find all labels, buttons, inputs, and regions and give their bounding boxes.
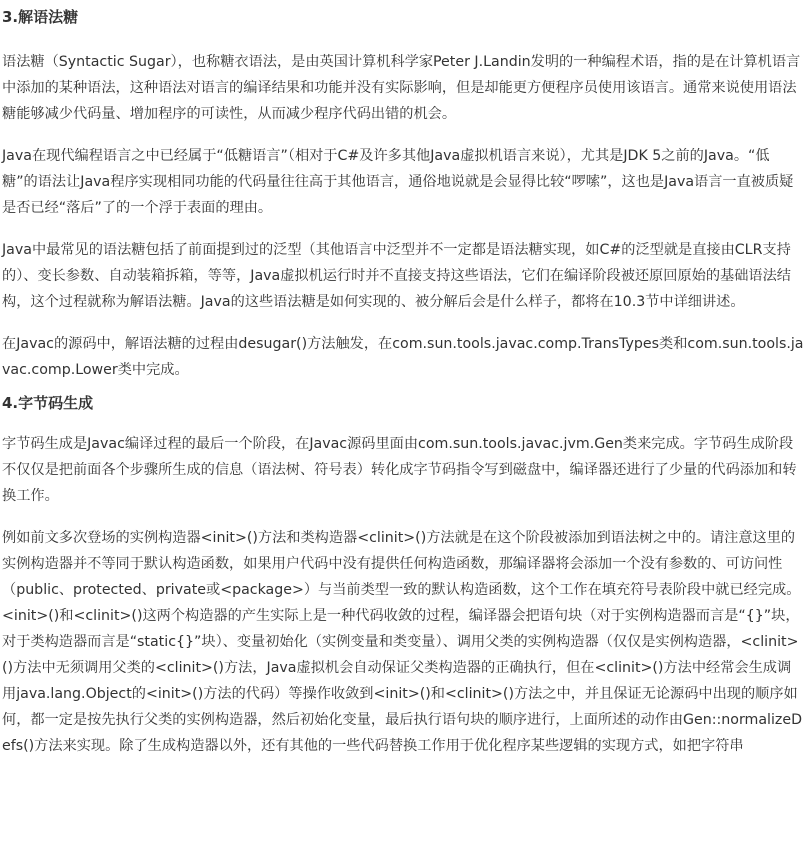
paragraph-bytecode-generation: 字节码生成是Javac编译过程的最后一个阶段，在Javac源码里面由com.sun.tools.javac.jvm.Gen类来完成。字节码生成阶段不仅仅是把前面各个步骤所生成的信息（语法树、符号表）转化成字节码指令写到磁盘中，编译器还进行了少量的代码添加和转换工作。 (2, 436, 797, 504)
paragraph-syntactic-sugar-definition: 语法糖（Syntactic Sugar），也称糖衣语法，是由英国计算机科学家Peter J.Landin发明的一种编程术语，指的是在计算机语言中添加的某种语法，这种语法对语言的编译结果和功能并没有实际影响，但是却能更方便程序员使用该语言。通常来说使用语法糖能够减少代码量、增加程序的可读性，从而减少程序代码出错的机会。 (2, 54, 801, 122)
section-heading-bytecode-generation: 4.字节码生成 (2, 394, 94, 412)
paragraph-common-sugar: Java中最常见的语法糖包括了前面提到过的泛型（其他语言中泛型并不一定都是语法糖实现，如C#的泛型就是直接由CLR支持的）、变长参数、自动装箱拆箱，等等，Java虚拟机运行时并不直接支持这些语法，它们在编译阶段被还原回原始的基础语法结构，这个过程就称为解语法糖。Java的这些语法糖是如何实现的、被分解后会是什么样子，都将在10.3节中详细讲述。 (2, 242, 791, 310)
paragraph-constructors: 例如前文多次登场的实例构造器<init>()方法和类构造器<clinit>()方法就是在这个阶段被添加到语法树之中的。请注意这里的实例构造器并不等同于默认构造函数，如果用户代码中没有提供任何构造函数，那编译器将会添加一个没有参数的、可访问性（public、protected、private或<package>）与当前类型一致的默认构造函数，这个工作在填充符号表阶段中就已经完成。<init>()和<clinit>()这两个构造器的产生实际上是一种代码收敛的过程，编译器会把语句块（对于实例构造器而言是“{}”块，对于类构造器而言是“static{}”块）、变量初始化（实例变量和类变量）、调用父类的实例构造器（仅仅是实例构造器，<clinit>()方法中无须调用父类的<clinit>()方法，Java虚拟机会自动保证父类构造器的正确执行，但在<clinit>()方法中经常会生成调用java.lang.Object的<init>()方法的代码）等操作收敛到<init>()和<clinit>()方法之中，并且保证无论源码中出现的顺序如何，都一定是按先执行父类的实例构造器，然后初始化变量，最后执行语句块的顺序进行，上面所述的动作由Gen::normalizeDefs()方法来实现。除了生成构造器以外，还有其他的一些代码替换工作用于优化程序某些逻辑的实现方式，如把字符串 (2, 530, 803, 754)
paragraph-java-low-sugar: Java在现代编程语言之中已经属于“低糖语言”（相对于C#及许多其他Java虚拟机语言来说），尤其是JDK 5之前的Java。“低糖”的语法让Java程序实现相同功能的代码量往往高于其他语言，通俗地说就是会显得比较“啰嗦”，这也是Java语言一直被质疑是否已经“落后”了的一个浮于表面的理由。 (2, 148, 794, 216)
paragraph-desugar-source: 在Javac的源码中，解语法糖的过程由desugar()方法触发，在com.sun.tools.javac.comp.TransTypes类和com.sun.tools.javac.comp.Lower类中完成。 (2, 336, 804, 378)
section-heading-desugar: 3.解语法糖 (2, 8, 79, 26)
